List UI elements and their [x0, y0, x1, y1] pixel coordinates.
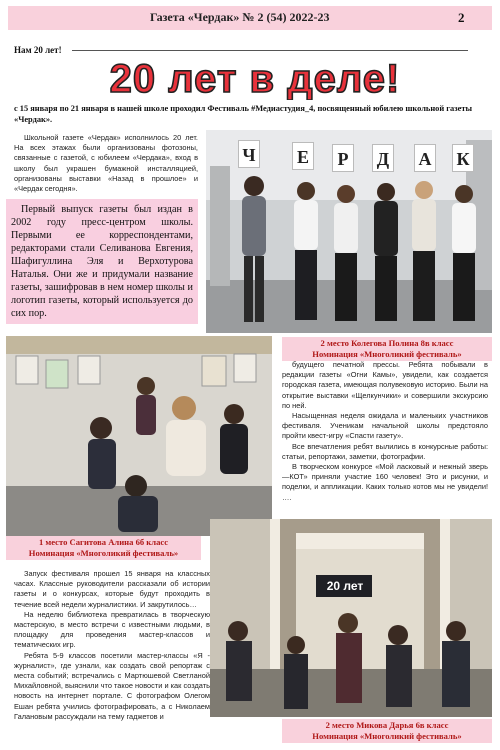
- caption-top-photo: 2 место Колегова Полина 8в класс Номинация «Многоликий фестиваль»: [282, 337, 492, 361]
- newspaper-title: Газета «Чердак» № 2 (54) 2022-23: [150, 10, 330, 24]
- lead-paragraph: с 15 января по 21 января в нашей школе проходил Фестиваль #Медиастудия_4, посвященный юбилею школьной газеты «Чердак».: [14, 104, 472, 124]
- letter-card: Р: [332, 144, 354, 172]
- headline: [40, 56, 470, 100]
- page-number: 2: [458, 10, 465, 25]
- left-column-text: Запуск фестиваля прошел 15 января на классных часах. Классные руководители рассказали об истории газеты и о конкурсах, которые будут проходить в течение всей недели журналистики. И закрутилось… На неделю библиотека превратилась в творческую мастерскую, в место встречи с известными людьми, в площадку для проведения мастер-классов и тематических игр. Ребята 5-9 классов посетили мастер-классы «Я - журналист», где узнали, как создать свой репортаж с места событий; встречались с Мартюшевой Светланой Михайловной, выяснили что такое новости и как создать новость на интернет портале. С фотографом Олегом Ешан ребята учились фотографировать, а с Николаем Галановым рассуждали на тему гаджетов и: [14, 569, 210, 721]
- arch-sign: 20 лет: [326, 579, 364, 593]
- letter-card: К: [452, 144, 474, 172]
- photo-letters: [206, 130, 492, 333]
- headline-text: 20 лет в деле!: [109, 57, 401, 100]
- right-column-text: будущего печатной прессы. Ребята побывали в редакции газеты «Огни Камы», увидели, как создается городская газета, имеющая полувековую историю. Были на открытие выставки «Щелкунчики» и совершили экскурсию по ней. Насыщенная неделя ожидала и маленьких участников фестиваля. Ученикам начальной школы предстояло пройти квест-игру «Спасти газету». Все впечатления ребят вылились в конкурсные работы: статьи, репортажи, заметки, фотографии. В творческом конкурсе «Мой ласковый и нежный зверь—КОТ» приняли участие 160 человек! Это и рисунки, и поделки, и аппликации. Каких только котов мы не увидели! ….: [282, 360, 488, 502]
- caption-middle-photo: 1 место Сагитова Алина 6б класс Номинация «Многоликий фестиваль»: [6, 536, 201, 560]
- caption-bottom-photo: 2 место Микова Дарья 6в класс Номинация «Многоликий фестиваль»: [282, 719, 492, 743]
- photo-arch-group: [210, 519, 492, 717]
- highlight-text: Первый выпуск газеты был издан в 2002 году пресс-центром школы. Первыми ее корреспондентами, редакторами стали Селиванова Евгения, Шафигуллина Эля и Верхотурова Наталья. Они же и придумали название газеты, зашифровав в нем номер школы и логотип газеты, который используется до сих пор.: [11, 204, 193, 319]
- letter-card: Д: [372, 144, 394, 172]
- photo-library-group: [6, 336, 272, 536]
- kicker: Нам 20 лет!: [14, 45, 62, 55]
- divider: [72, 50, 468, 51]
- intro-paragraph: Школьной газете «Чердак» исполнилось 20 лет. На всех этажах были организованы фотозоны, связанные с газетой, с юбилеем «Чердака», вход в школу был украшен бумажной инсталляцией, организованы выставки «Назад в прошлое» и «Чердак сегодня».: [14, 133, 198, 194]
- letter-card: А: [414, 144, 436, 172]
- letter-card: Е: [292, 142, 314, 170]
- letter-card: Ч: [238, 140, 260, 168]
